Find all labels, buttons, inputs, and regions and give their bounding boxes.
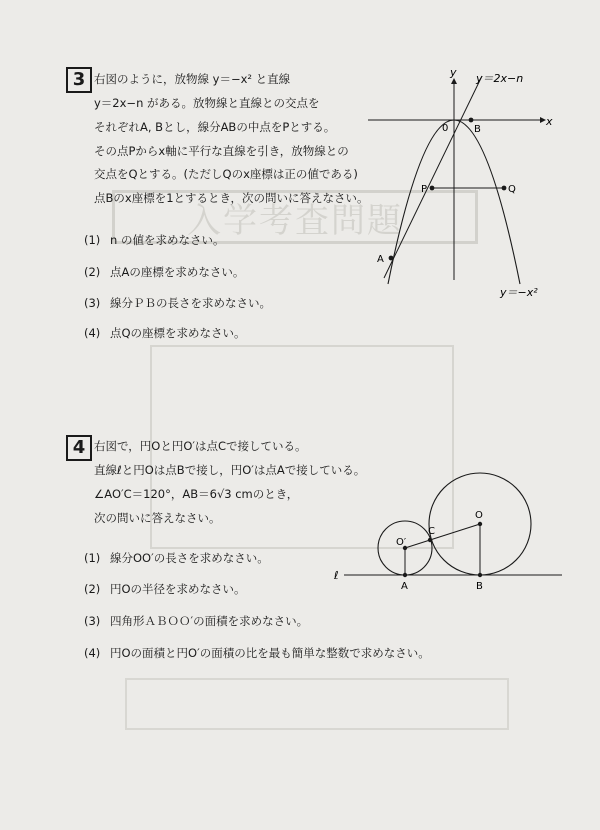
q4-label-c: C (428, 526, 435, 537)
q4-point-a (403, 573, 407, 577)
bleed-through-box-bottom (125, 678, 509, 730)
q3-label-q: Q (508, 184, 516, 195)
q3-line (384, 76, 482, 278)
q3-line-4: その点Pからx軸に平行な直線を引き，放物線との (94, 144, 349, 158)
q4-sub-1-num: (1) (84, 551, 101, 565)
q3-label-p: P (421, 184, 428, 195)
q4-sub-3-text: 四角形ＡＢＯＯ′の面積を求めなさい。 (110, 614, 309, 628)
q4-sub-1-text: 線分OO′の長さを求めなさい。 (110, 551, 269, 565)
q3-sub-2-num: (2) (84, 265, 101, 279)
q4-segment-oo (405, 524, 480, 548)
q3-figure (360, 70, 560, 305)
q4-label-o-prime: O′ (396, 537, 407, 548)
q4-sub-2-text: 円Oの半径を求めなさい。 (110, 582, 246, 596)
q3-point-b (469, 118, 474, 123)
q3-parabola-label: y＝−x² (500, 286, 538, 299)
q3-label-a: A (377, 254, 384, 265)
q3-sub-4 (84, 325, 246, 341)
q3-y-label: y (450, 70, 457, 79)
question-4-number: 4 (66, 435, 92, 461)
q3-sub-4-num: (4) (84, 326, 101, 340)
q4-line-1: 右図で，円Oと円O′は点Cで接している。 (94, 439, 307, 453)
q3-sub-3-num: (3) (84, 296, 101, 310)
q4-line-4: 次の問いに答えなさい。 (94, 511, 221, 525)
q4-line-2: 直線ℓと円Oは点Bで接し，円O′は点Aで接している。 (94, 463, 366, 477)
q3-x-label: x (546, 115, 553, 128)
q3-label-b: B (474, 124, 481, 135)
q4-sub-3 (84, 613, 308, 629)
q4-label-l: ℓ (334, 569, 339, 582)
q3-line-3: それぞれA, Bとし，線分ABの中点をPとする。 (94, 120, 336, 134)
q4-label-o: O (475, 510, 483, 521)
q3-line-1: 右図のように，放物線 y＝−x² と直線 (94, 72, 291, 86)
q3-sub-1-num: (1) (84, 233, 101, 247)
q3-line-6: 点Bのx座標を1とするとき，次の問いに答えなさい。 (94, 191, 369, 205)
q3-sub-2-text: 点Aの座標を求めなさい。 (110, 265, 245, 279)
q3-sub-1 (84, 232, 224, 248)
q3-sub-4-text: 点Qの座標を求めなさい。 (110, 326, 246, 340)
question-3-number: 3 (66, 67, 92, 93)
q3-point-a (389, 256, 394, 261)
q4-figure (330, 470, 570, 595)
q4-line-3: ∠AO′C＝120°，AB＝6√3 cmのとき， (94, 487, 299, 501)
q4-label-a: A (401, 581, 408, 592)
q4-label-b: B (476, 581, 483, 592)
q4-point-c (428, 538, 432, 542)
q4-point-b (478, 573, 482, 577)
q4-sub-4-text: 円Oの面積と円O′の面積の比を最も簡単な整数で求めなさい。 (110, 646, 430, 660)
q3-point-p (430, 186, 435, 191)
q3-line-2: y＝2x−n がある。放物線と直線との交点を (94, 96, 320, 110)
q3-sub-2 (84, 264, 244, 280)
q3-sub-1-text: n の値を求めなさい。 (110, 233, 225, 247)
q4-sub-1 (84, 550, 269, 566)
q3-line-5: 交点をQとする。(ただしQのx座標は正の値である) (94, 167, 358, 181)
q4-sub-3-num: (3) (84, 614, 101, 628)
q3-sub-3-text: 線分ＰＢの長さを求めなさい。 (110, 296, 271, 310)
q4-point-o (478, 522, 482, 526)
q4-sub-4 (84, 645, 430, 661)
q3-point-q (502, 186, 507, 191)
q3-sub-3 (84, 295, 271, 311)
q4-sub-2 (84, 581, 246, 597)
q4-sub-2-num: (2) (84, 582, 101, 596)
bleed-through-title: 入学考査問題 (112, 190, 478, 244)
q3-origin-label: 0 (442, 123, 449, 134)
q3-line-label: y＝2x−n (476, 72, 524, 85)
q4-sub-4-num: (4) (84, 646, 101, 660)
